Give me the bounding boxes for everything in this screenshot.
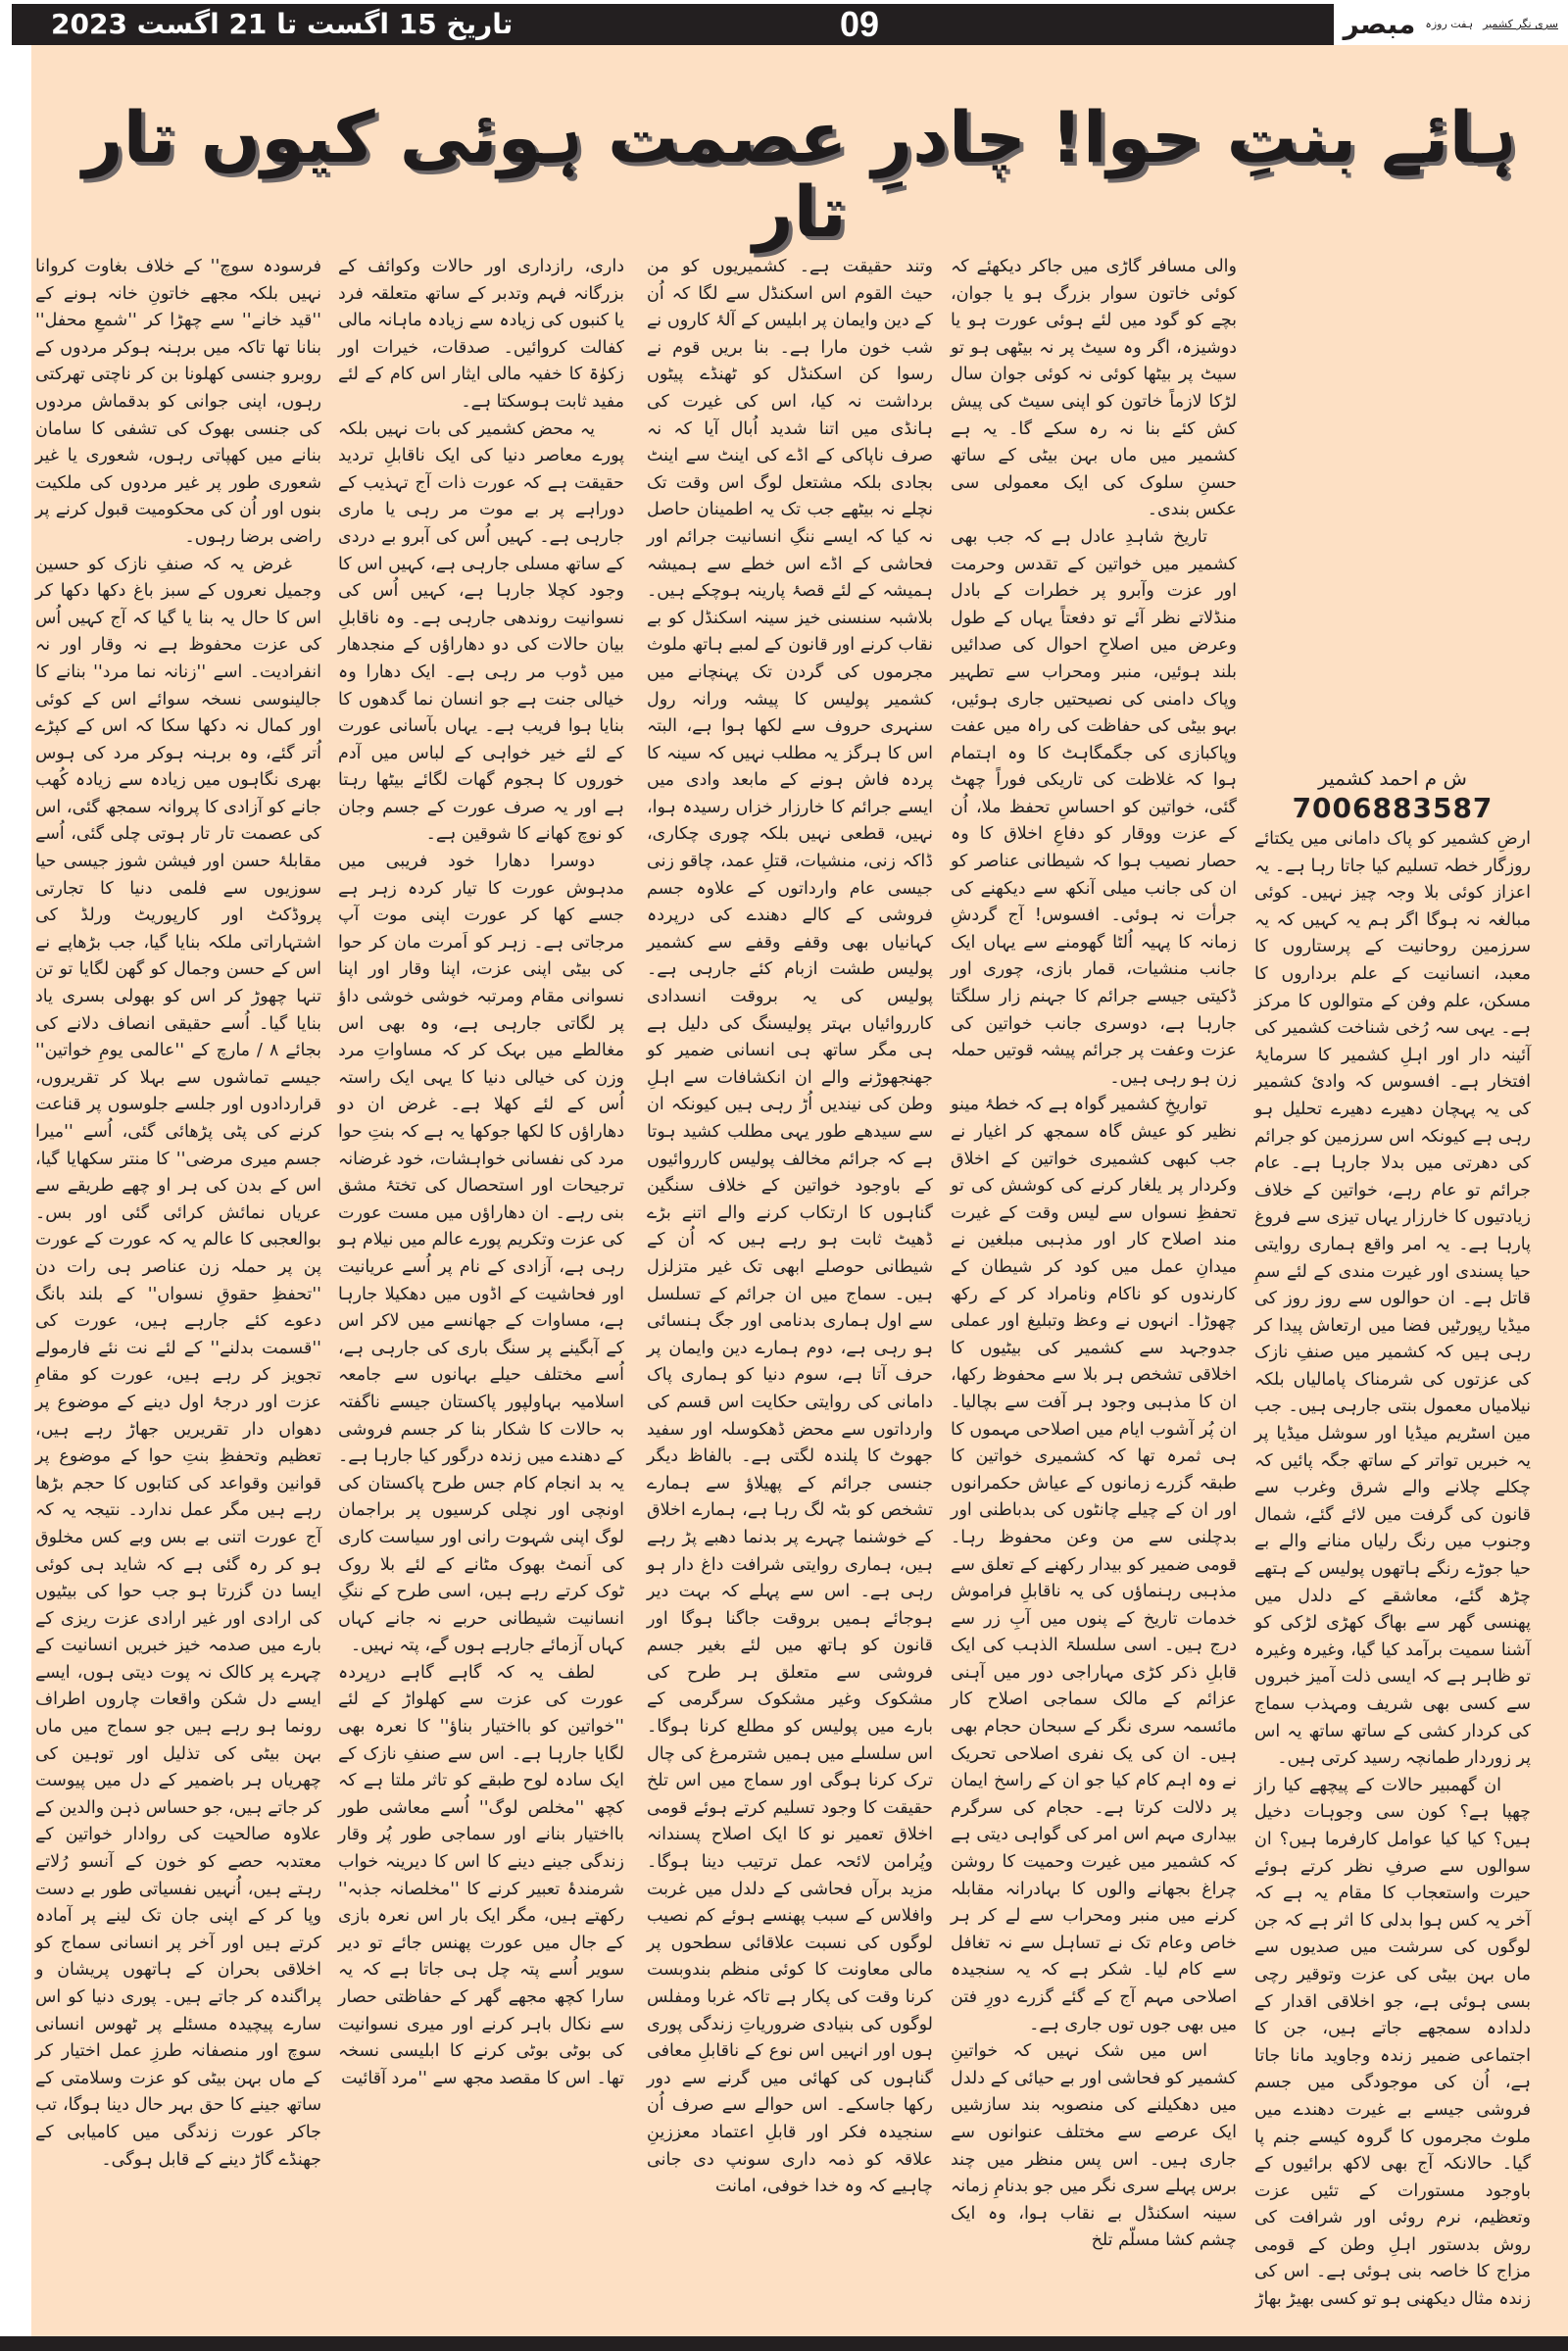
paragraph: اس میں شک نہیں کہ خواتینِ کشمیر کو فحاشی اور بے حیائی کے دلدل میں دھکیلنے کی منصوبہ بند سازشیں ایک عرصے سے مختلف عنوانوں سے جاری ہیں۔ اس پس منظر میں چند برس پہلے سری نگر میں جو بدنامِ زمانہ سینہ اسکنڈل بے نقاب ہوا، وہ ایک چشم کشا مسلّم تلخ: [951, 2041, 1237, 2251]
paragraph: والی مسافر گاڑی میں جاکر دیکھئے کہ کوئی خاتون سوار بزرگ ہو یا جوان، بچے کو گود میں لئے ہوئی عورت ہو یا دوشیزہ، اگر وہ سیٹ پر نہ بیٹھی ہو تو سیٹ پر بیٹھا کوئی نہ کوئی جوان سال لڑکا لازماً خاتون کو اپنی سیٹ کی پیش کش کئے بنا نہ رہ سکے گا۔ یہ ہے کشمیر میں ماں بہن بیٹی کے ساتھ حسنِ سلوک کی ایک معمولی سی عکس بندی۔: [951, 257, 1237, 520]
logo-subtitle: ہفت روزہ: [1425, 18, 1474, 30]
page-number: 09: [840, 4, 880, 44]
paragraph: تواریخِ کشمیر گواہ ہے کہ خطۂ مینو نظیر کو عیش گاہ سمجھ کر اغیار نے جب کبھی کشمیری خواتین کے اخلاق وکردار پر یلغار کرنے کی کوشش کی تو تحفظِ نسواں سے لیس وقت کے غیرت مند اصلاح کار اور مذہبی مبلغین نے میدانِ عمل میں کود کر شیطان کے کارندوں کو ناکام ونامراد کر کے رکھ چھوڑا۔ انہوں نے وعظ وتبلیغ اور عملی جدوجہد سے کشمیر کی بیٹیوں کا اخلاقی تشخص ہر بلا سے محفوظ رکھا، ان کا مذہبی وجود ہر آفت سے بچالیا۔ ان پُر آشوب ایام میں اصلاحی مہموں کا ہی ثمرہ تھا کہ کشمیری خواتین کا طبقہ گزرے زمانوں کے عیاش حکمرانوں اور ان کے چیلے چانٹوں کی بدباطنی اور بدچلنی سے من وعن محفوظ رہا۔ قومی ضمیر کو بیدار رکھنے کے تعلق سے مذہبی رہنماؤں کی یہ ناقابلِ فراموش خدمات تاریخ کے پنوں میں آبِ زر سے درج ہیں۔ اسی سلسلۃ الذہب کی ایک قابلِ ذکر کڑی مہاراجی دور میں آہنی عزائم کے مالک سماجی اصلاح کار مائسمہ سری نگر کے سبحان حجام بھی ہیں۔ ان کی یک نفری اصلاحی تحریک نے وہ اہم کام کیا جو ان کے راسخ ایمان پر دلالت کرتا ہے۔ حجام کی سرگرم بیداری مہم اس امر کی گواہی دیتی ہے کہ کشمیر میں غیرت وحمیت کا روشن چراغ بجھانے والوں کا بہادرانہ مقابلہ کرنے میں منبر ومحراب سے لے کر ہر خاص وعام تک نے تساہل سے نہ تغافل سے کام لیا۔ شکر ہے کہ یہ سنجیدہ اصلاحی مہم آج کے گئے گزرے دورِ فتن میں بھی جوں توں جاری ہے۔: [951, 1095, 1237, 2034]
paragraph: لطف یہ کہ گاہے گاہے درپردہ عورت کی عزت سے کھلواڑ کے لئے ''خواتین کو بااختیار بناؤ'' کا نعرہ بھی لگایا جارہا ہے۔ اس سے صنفِ نازک کے ایک سادہ لوح طبقے کو تاثر ملتا ہے کہ کچھ ''مخلص لوگ'' اُسے معاشی طور بااختیار بنانے اور سماجی طور پُر وقار زندگی جینے دینے کا اس کا دیرینہ خواب شرمندۂ تعبیر کرنے کا ''مخلصانہ جذبہ'' رکھتے ہیں، مگر ایک بار اس نعرہ بازی کے جال میں عورت پھنس جائے تو دیر سویر اُسے پتہ چل ہی جاتا ہے کہ یہ سارا کچھ مجھے گھر کے حفاظتی حصار سے نکال باہر کرنے اور میری نسوانیت کی بوٹی بوٹی کرنے کا ابلیسی نسخہ تھا۔ اس کا مقصد مجھ سے ''مرد آقائیت: [338, 1662, 624, 2088]
author-phone: 7006883587: [1292, 792, 1494, 824]
paragraph: یہ محض کشمیر کی بات نہیں بلکہ پورے معاصر دنیا کی ایک ناقابلِ تردید حقیقت ہے کہ عورت ذات آج تہذیب کے دوراہے پر بے موت مر رہی یا ماری جارہی ہے۔ کہیں اُس کی آبرو بے دردی کے ساتھ مسلی جارہی ہے، کہیں اس کا وجود کچلا جارہا ہے، کہیں اُس کی نسوانیت روندھی جارہی ہے۔ وہ ناقابلِ بیان حالات کی دو دھاراؤں کے منجدھار میں ڈوب مر رہی ہے۔ ایک دھارا وہ خیالی جنت ہے جو انسان نما گدھوں کا بنایا ہوا فریب ہے۔ یہاں بآسانی عورت کے لئے خیر خواہی کے لباس میں آدم خوروں کا ہجوم گھات لگائے بیٹھا رہتا ہے اور یہ صرف عورت کے جسم وجان کو نوچ کھانے کا شوقین ہے۔: [338, 418, 624, 845]
paragraph: فرسودہ سوچ'' کے خلاف بغاوت کروانا نہیں بلکہ مجھے خاتونِ خانہ ہونے کے ''قید خانے'' سے چھڑا کر ''شمعِ محفل'' بنانا تھا تاکہ میں برہنہ ہوکر مردوں کے روبرو جنسی کھلونا بن کر ناچتی تھرکتی رہوں، اپنی جوانی کو بدقماش مردوں کی جنسی بھوک کی تشفی کا سامان بنانے میں کھپاتی رہوں، شعوری یا غیر شعوری طور پر غیر مردوں کی ملکیت بنوں اور اُن کی محکومیت قبول کرنے پر راضی برضا رہوں۔: [35, 257, 321, 547]
article-column-2: [338, 254, 624, 2092]
article-column-3: [647, 254, 933, 2201]
paragraph: داری، رازداری اور حالات وکوائف کے بزرگانہ فہم وتدبر کے ساتھ متعلقہ فرد یا کنبوں کی زیادہ سے زیادہ ماہانہ مالی کفالت کروائیں۔ صدقات، خیرات اور زکوٰۃ کا خفیہ مالی ایثار اس کام کے لئے مفید ثابت ہوسکتا ہے۔: [338, 257, 624, 412]
footer-bar: [0, 2336, 1568, 2351]
paragraph: ان گھمبیر حالات کے پیچھے کیا راز چھپا ہے؟ کون سی وجوہات دخیل ہیں؟ کیا کیا عوامل کارفرما ہیں؟ ان سوالوں سے صرفِ نظر کرتے ہوئے حیرت واستعجاب کا مقام یہ ہے کہ آخر یہ کس ہوا بدلی کا اثر ہے کہ جن لوگوں کی سرشت میں صدیوں سے ماں بہن بیٹی کی عزت وتوقیر رچی بسی ہوئی ہے، جو اخلاقی اقدار کے دلدادہ سمجھے جاتے ہیں، جن کا اجتماعی ضمیر زندہ وجاوید مانا جاتا ہے، اُن کی موجودگی میں جسم فروشی جیسے بے غیرت دھندے میں ملوث مجرموں کا گروہ کیسے جنم پا گیا۔ حالانکہ آج بھی لاکھ برائیوں کے باوجود مستورات کے تئیں عزت وتعظیم، نرم روئی اور شرافت کی روش بدستور اہلِ وطن کے قومی مزاج کا خاصہ بنی ہوئی ہے۔ اس کی زندہ مثال دیکھنی ہو تو کسی بھیڑ بھاڑ: [1254, 1775, 1531, 2310]
logo-location: سری نگر کشمیر: [1483, 18, 1558, 30]
article-column-4: [951, 254, 1237, 2255]
newspaper-logo: [1334, 4, 1568, 45]
paragraph: وتند حقیقت ہے۔ کشمیریوں کو من حیث القوم اس اسکنڈل سے لگا کہ اُن کے دین وایمان پر ابلیس کے آلۂ کاروں نے شب خون مارا ہے۔ بنا بریں قوم نے رسوا کن اسکنڈل کو ٹھنڈے پیٹوں برداشت نہ کیا، اس کی غیرت کی ہانڈی میں اتنا شدید اُبال آیا کہ نہ صرف ناپاکی کے اڈے کی اینٹ سے اینٹ بجادی بلکہ مشتعل لوگ اس وقت تک نچلے نہ بیٹھے جب تک یہ اطمینان حاصل نہ کیا کہ ایسے ننگِ انسانیت جرائم اور فحاشی کے اڈے اس خطے سے ہمیشہ ہمیشہ کے لئے قصۂ پارینہ ہوچکے ہیں۔ بلاشبہ سنسنی خیز سینہ اسکنڈل کو بے نقاب کرنے اور قانون کے لمبے ہاتھ ملوث مجرموں کی گردن تک پہنچانے میں کشمیر پولیس کا پیشہ ورانہ رول سنہری حروف سے لکھا ہوا ہے، البتہ اس کا ہرگز یہ مطلب نہیں کہ سینہ کا پردہ فاش ہونے کے مابعد وادی میں ایسے جرائم کا خارزار خزاں رسیدہ ہوا، نہیں، قطعی نہیں بلکہ چوری چکاری، ڈاکہ زنی، منشیات، قتلِ عمد، چاقو زنی جیسی عام وارداتوں کے علاوہ جسم فروشی کے کالے دھندے کی درپردہ کہانیاں بھی وقفے وقفے سے کشمیر پولیس طشت ازبام کئے جارہی ہے۔ پولیس کی یہ بروقت انسدادی کارروائیاں بہتر پولیسنگ کی دلیل ہے ہی مگر ساتھ ہی انسانی ضمیر کو جھنجھوڑنے والے ان انکشافات سے اہلِ وطن کی نیندیں اُڑ رہی ہیں کیونکہ ان سے سیدھے طور یہی مطلب کشید ہوتا ہے کہ جرائم مخالف پولیس کارروائیوں کے باوجود خواتین کے خلاف سنگین گناہوں کا ارتکاب کرنے والے اتنے بڑے ڈھیٹ ثابت ہو رہے ہیں کہ اُن کے شیطانی حوصلے ابھی تک غیر متزلزل ہیں۔ سماج میں ان جرائم کے تسلسل سے اول ہماری بدنامی اور جگ ہنسائی ہو رہی ہے، دوم ہمارے دین وایمان پر حرف آتا ہے، سوم دنیا کو ہماری پاک دامانی کی روایتی حکایت اس قسم کی وارداتوں سے محض ڈھکوسلہ اور سفید جھوٹ کا پلندہ لگتی ہے۔ بالفاظ دیگر جنسی جرائم کے پھیلاؤ سے ہمارے تشخص کو بٹہ لگ رہا ہے، ہمارے اخلاق کے خوشنما چہرے پر بدنما دھبے پڑ رہے ہیں، ہماری روایتی شرافت داغ دار ہو رہی ہے۔ اس سے پہلے کہ بہت دیر ہوجائے ہمیں بروقت جاگنا ہوگا اور قانون کو ہاتھ میں لئے بغیر جسم فروشی سے متعلق ہر طرح کی مشکوک وغیر مشکوک سرگرمی کے بارے میں پولیس کو مطلع کرنا ہوگا۔ اس سلسلے میں ہمیں شترمرغ کی چال ترک کرنا ہوگی اور سماج میں اس تلخ حقیقت کا وجود تسلیم کرتے ہوئے قومی اخلاق تعمیر نو کا ایک اصلاح پسندانہ وپُرامن لائحہ عمل ترتیب دینا ہوگا۔ مزید برآں فحاشی کے دلدل میں غربت وافلاس کے سبب پھنسے ہوئے کم نصیب لوگوں کی نسبت علاقائی سطحوں پر مالی معاونت کا کوئی منظم بندوبست کرنا وقت کی پکار ہے تاکہ غربا ومفلس لوگوں کی بنیادی ضروریاتِ زندگی پوری ہوں اور انہیں اس نوع کے ناقابلِ معافی گناہوں کی کھائی میں گرنے سے دور رکھا جاسکے۔ اس حوالے سے صرف اُن سنجیدہ فکر اور قابلِ اعتماد معززینِ علاقہ کو ذمہ داری سونپ دی جانی چاہیے کہ وہ خدا خوفی، امانت: [647, 257, 933, 2197]
paragraph: دوسرا دھارا خود فریبی میں مدہوش عورت کا تیار کردہ زہر ہے جسے کھا کر عورت اپنی موت آپ مرجاتی ہے۔ زہر کو اَمرت مان کر حوا کی بیٹی اپنی عزت، اپنا وقار اور اپنا نسوانی مقام ومرتبہ خوشی خوشی داؤ پر لگاتی جارہی ہے، وہ بھی اس مغالطے میں بہک کر کہ مساواتِ مرد وزن کی خیالی دنیا کا یہی ایک راستہ اُس کے لئے کھلا ہے۔ غرض ان دو دھاراؤں کا لکھا جوکھا یہ ہے کہ بنتِ حوا مرد کی نفسانی خواہشات، خود غرضانہ ترجیحات اور استحصال کی تختۂ مشق بنی رہے۔ ان دھاراؤں میں مست عورت کی عزت وتکریم پورے عالم میں نیلام ہو رہی ہے، آزادی کے نام پر اُسے عریانیت اور فحاشیت کے اڈوں میں دھکیلا جارہا ہے، مساوات کے جھانسے میں لاکر اس کے آبگینے پر سنگ باری کی جارہی ہے، اُسے مختلف حیلے بہانوں سے جامعہ اسلامیہ بہاولپور پاکستان جیسے ناگفتہ بہ حالات کا شکار بنا کر جسم فروشی کے دھندے میں زندہ درگور کیا جارہا ہے۔ یہ بد انجام کام جس طرح پاکستان کی اونچی اور نچلی کرسیوں پر براجمان لوگ اپنی شہوت رانی اور سیاست کاری کی اَنمٹ بھوک مٹانے کے لئے بلا روک ٹوک کرتے رہے ہیں، اسی طرح کے ننگِ انسانیت شیطانی حربے نہ جانے کہاں کہاں آزمائے جارہے ہوں گے، پتہ نہیں۔: [338, 852, 624, 1656]
article-page: [31, 45, 1568, 2336]
article-column-5: [1254, 254, 1531, 2314]
author-byline: ش م احمد کشمیر: [1318, 766, 1467, 790]
paragraph: ارضِ کشمیر کو پاک دامانی میں یکتائے روزگار خطہ تسلیم کیا جاتا رہا ہے۔ یہ اعزاز کوئی بلا وجہ چیز نہیں۔ کوئی مبالغہ نہ ہوگا اگر ہم یہ کہیں کہ یہ سرزمین روحانیت کے پرستاروں کا معبد، انسانیت کے علم برداروں کا مسکن، علم وفن کے متوالوں کا مرکز ہے۔ یہی سہ رُخی شناخت کشمیر کی آئینہ دار اور اہلِ کشمیر کا سرمایۂ افتخار ہے۔ افسوس کہ وادیٔ کشمیر کی یہ پہچان دھیرے دھیرے تحلیل ہو رہی ہے کیونکہ اس سرزمین کو جرائم کی دھرتی میں بدلا جارہا ہے۔ عام جرائم تو عام رہے، خواتین کے خلاف زیادتیوں کا خارزار یہاں تیزی سے فروغ پارہا ہے۔ یہ امر واقع ہماری روایتی حیا پسندی اور غیرت مندی کے لئے سمِ قاتل ہے۔ ان حوالوں سے روز روز کی میڈیا رپورٹیں فضا میں ارتعاش پیدا کر رہی ہیں کہ کشمیر میں صنفِ نازک کی عزتوں کی شرمناک پامالیاں بلکہ نیلامیاں معمول بنتی جارہی ہیں۔ جب مین اسٹریم میڈیا اور سوشل میڈیا پر یہ خبریں تواتر کے ساتھ جگہ پائیں کہ چکلے چلانے والے شرق وغرب سے قانون کی گرفت میں لائے گئے، شمال وجنوب میں رنگ رلیاں منانے والے بے حیا جوڑے رنگے ہاتھوں پولیس کے ہتھے چڑھ گئے، معاشقے کے دلدل میں پھنسی گھر سے بھاگ کھڑی لڑکی کو آشنا سمیت برآمد کیا گیا، وغیرہ وغیرہ تو ظاہر ہے کہ ایسی ذلت آمیز خبروں سے کسی بھی شریف ومہذب سماج کی کردار کشی کے ساتھ ساتھ یہ اس پر زوردار طمانچہ رسید کرتی ہیں۔: [1254, 829, 1531, 1769]
article-headline: ہائے بنتِ حوا! چادرِ عصمت ہوئی کیوں تار تار: [82, 96, 1517, 253]
article-column-1: [35, 254, 321, 2174]
paragraph: تاریخ شاہدِ عادل ہے کہ جب بھی کشمیر میں خواتین کے تقدس وحرمت اور عزت وآبرو پر خطرات کے بادل منڈلاتے نظر آئے تو دفعتاً یہاں کے طول وعرض میں اصلاحِ احوال کی صدائیں بلند ہوئیں، منبر ومحراب سے تطہیر وپاک دامنی کی نصیحتیں جاری ہوئیں، بہو بیٹی کی حفاظت کی راہ میں عفت وپاکبازی کی جگمگاہٹ کا وہ اہتمام ہوا کہ غلاظت کی تاریکی فوراً چھٹ گئی، خواتین کو احساسِ تحفظ ملا، اُن کے عزت ووقار کو دفاعِ اخلاق کا وہ حصار نصیب ہوا کہ شیطانی عناصر کو ان کی جانب میلی آنکھ سے دیکھنے کی جرأت نہ ہوئی۔ افسوس! آج گردشِ زمانہ کا پہیہ اُلٹا گھومنے سے یہاں ایک جانب منشیات، قمار بازی، چوری اور ڈکیتی جیسے جرائم کا جہنم زار سلگتا جارہا ہے، دوسری جانب خواتین کی عزت وعفت پر جرائم پیشہ قوتیں حملہ زن ہو رہی ہیں۔: [951, 526, 1237, 1088]
logo-title: مبصر: [1343, 8, 1416, 40]
masthead-bar: [12, 4, 1568, 45]
paragraph: غرض یہ کہ صنفِ نازک کو حسین وجمیل نعروں کے سبز باغ دکھا دکھا کر اس کا حال یہ بنا یا گیا کہ آج کہیں اُس کی عزت محفوظ ہے نہ وقار اور نہ انفرادیت۔ اسے ''زنانہ نما مرد'' بنانے کا جالینوسی نسخہ سوائے اس کے کوئی اور کمال نہ دکھا سکا کہ اس کے کپڑے اُتر گئے، وہ برہنہ ہوکر مرد کی ہوس بھری نگاہوں میں زیادہ سے زیادہ کُھب جانے کو آزادی کا پروانہ سمجھ گئی، اس کی عصمت تار تار ہوتی چلی گئی، اُسے مقابلۂ حسن اور فیشن شوز جیسی حیا سوزیوں سے فلمی دنیا کا تجارتی پروڈکٹ اور کارپوریٹ ورلڈ کی اشتہاراتی ملکہ بنایا گیا، جب بڑھاپے نے اس کے حسن وجمال کو گھن لگایا تو تن تنہا چھوڑ کر اس کو بھولی بسری یاد بنایا گیا۔ اُسے حقیقی انصاف دلانے کی بجائے ۸ / مارچ کے ''عالمی یومِ خواتین'' جیسے تماشوں سے بہلا کر تقریروں، قراردادوں اور جلسے جلوسوں پر قناعت کرنے کی پٹی پڑھائی گئی، اُسے ''میرا جسم میری مرضی'' کا منتر سکھایا گیا، اس کے بدن کی ہر او چھے طریقے سے عریاں نمائش کرائی گئی اور بس۔ بوالعجبی کا عالم یہ کہ عورت کے عورت پن پر حملہ زن عناصر ہی رات دن ''تحفظِ حقوقِ نسواں'' کے بلند بانگ دعوے کئے جارہے ہیں، عورت کی ''قسمت بدلنے'' کے لئے نت نئے فارمولے تجویز کر رہے ہیں، عورت کو مقامِ عزت اور درجۂ اول دینے کے موضوع پر دھواں دار تقریریں جھاڑ رہے ہیں، تعظیم وتحفظِ بنتِ حوا کے موضوع پر قوانین وقواعد کی کتابوں کا حجم بڑھا رہے ہیں مگر عمل ندارد۔ نتیجہ یہ کہ آج عورت اتنی بے بس وبے کس مخلوق ہو کر رہ گئی ہے کہ شاید ہی کوئی ایسا دن گزرتا ہو جب حوا کی بیٹیوں کی ارادی اور غیر ارادی عزت ریزی کے بارے میں صدمہ خیز خبریں انسانیت کے چہرے پر کالک نہ پوت دیتی ہوں، ایسے ایسے دل شکن واقعات چاروں اطراف رونما ہو رہے ہیں جو سماج میں ماں بہن بیٹی کی تذلیل اور توہین کی چھریاں ہر باضمیر کے دل میں پیوست کر جاتے ہیں، جو حساس ذہن والدین کے علاوہ صالحیت کی روادار خواتین کے معتدبہ حصے کو خون کے آنسو رُلاتے رہتے ہیں، اُنہیں نفسیاتی طور بے دست وپا کر کے اپنی جان تک لینے پر آمادہ کرتے ہیں اور آخر پر انسانی سماج کو اخلاقی بحران کے ہاتھوں پریشان و پراگندہ کر جاتے ہیں۔ پوری دنیا کو اس سارے پیچیدہ مسئلے پر ٹھوس انسانی سوچ اور منصفانہ طرزِ عمل اختیار کر کے ماں بہن بیٹی کو عزت وسلامتی کے ساتھ جینے کا حق بہر حال دینا ہوگا، تب جاکر عورت زندگی میں کامیابی کے جھنڈے گاڑ دینے کے قابل ہوگی۔: [35, 554, 322, 2170]
issue-date: تاریخ 15 اگست تا 21 اگست 2023: [51, 8, 514, 40]
blank-space: [1254, 254, 1531, 763]
